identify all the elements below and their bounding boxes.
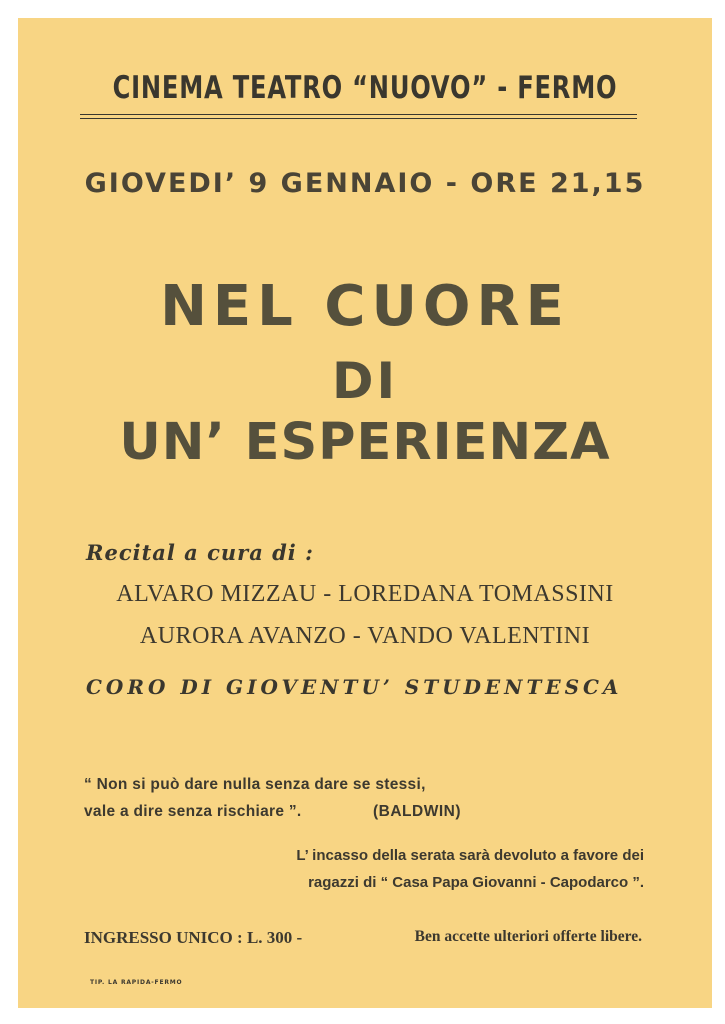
choir-name: CORO DI GIOVENTU’ STUDENTESCA xyxy=(86,675,623,699)
performers-line-2: AURORA AVANZO - VANDO VALENTINI xyxy=(139,623,591,649)
title-line-3: UN’ ESPERIENZA xyxy=(119,413,611,472)
venue-heading: CINEMA TEATRO “NUOVO” - FERMO xyxy=(112,70,618,106)
quote-line-1: “ Non si può dare nulla senza dare se stessi, xyxy=(84,776,426,793)
performers-line-1: ALVARO MIZZAU - LOREDANA TOMASSINI xyxy=(116,581,614,607)
proceeds-line-1: L’ incasso della serata sarà devoluto a favore dei xyxy=(296,847,644,864)
printer-credit: TIP. LA RAPIDA-FERMO xyxy=(90,979,183,986)
recital-label: Recital a cura di : xyxy=(86,540,314,565)
quote-author: (BALDWIN) xyxy=(373,803,462,820)
entry-fee: INGRESSO UNICO : L. 300 - xyxy=(84,928,303,947)
offers-note: Ben accette ulteriori offerte libere. xyxy=(414,928,642,945)
rule-top xyxy=(80,114,637,115)
quote-line-2: vale a dire senza rischiare ”. xyxy=(84,803,302,820)
poster-sheet xyxy=(18,18,712,1008)
title-line-1: NEL CUORE xyxy=(160,274,570,339)
proceeds-line-2: ragazzi di “ Casa Papa Giovanni - Capodarco ”. xyxy=(308,874,644,891)
rule-bottom xyxy=(80,118,637,119)
event-date: GIOVEDI’ 9 GENNAIO - ORE 21,15 xyxy=(84,168,646,199)
title-line-2: DI xyxy=(331,352,399,410)
